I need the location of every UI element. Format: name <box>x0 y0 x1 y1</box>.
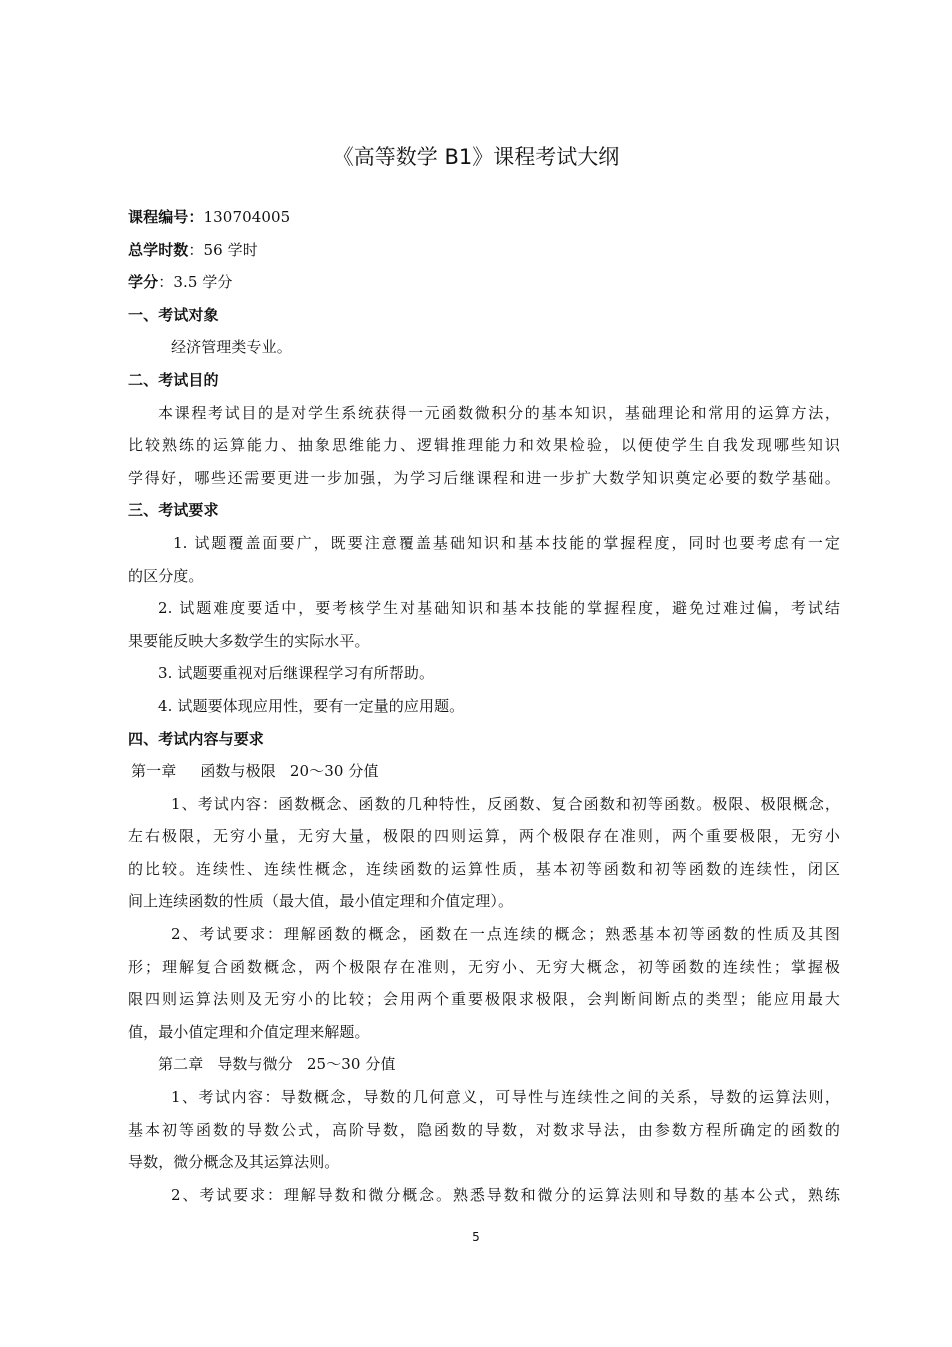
requirement-item-2-line: 果要能反映大多数学生的实际水平。 <box>128 631 370 650</box>
chapter-1-score: 20～30 分值 <box>289 762 379 781</box>
course-code-label: 课程编号： <box>128 208 204 226</box>
chapter-1-heading <box>128 755 840 788</box>
requirement-item-2-line: 2. 试题难度要适中，要考核学生对基础知识和基本技能的掌握程度，避免过难过偏，考试结 <box>158 599 840 618</box>
total-hours-sep: ： <box>188 240 204 259</box>
chapter-2-requirement-line: 2、考试要求：理解导数和微分概念。熟悉导数和微分的运算法则和导数的基本公式，熟练 <box>171 1185 840 1204</box>
credit-label: 学分 <box>128 273 159 292</box>
document-body <box>128 201 840 1211</box>
total-hours-line <box>128 234 840 267</box>
credit-sep: ： <box>158 273 174 292</box>
chapter-1-content-line: 的比较。连续性、连续性概念，连续函数的运算性质，基本初等函数和初等函数的连续性，闭区 <box>128 859 840 878</box>
chapter-1-requirement-line: 2、考试要求：理解函数的概念，函数在一点连续的概念；熟悉基本初等函数的性质及其图 <box>171 925 840 944</box>
chapter-2-content-line: 1、考试内容：导数概念，导数的几何意义，可导性与连续性之间的关系，导数的运算法则， <box>171 1088 840 1107</box>
page-title: 《高等数学 B1》课程考试大纲 <box>332 145 620 169</box>
exam-purpose-line: 学得好，哪些还需要更进一步加强，为学习后继课程和进一步扩大数学知识奠定必要的数学基础。 <box>128 468 840 487</box>
requirement-item-4: 4. 试题要体现应用性，要有一定量的应用题。 <box>158 696 465 715</box>
course-code-line <box>128 201 840 234</box>
section-heading-exam-purpose: 二、考试目的 <box>128 370 219 389</box>
chapter-2-content-line: 导数，微分概念及其运算法则。 <box>128 1153 340 1172</box>
section-heading-exam-target: 一、考试对象 <box>128 305 219 324</box>
total-hours-label: 总学时数 <box>128 240 189 259</box>
chapter-1-requirement-line: 形；理解复合函数概念，两个极限存在准则，无穷小、无穷大概念，初等函数的连续性；掌握极 <box>128 957 840 976</box>
requirement-item-1-line: 1. 试题覆盖面要广，既要注意覆盖基础知识和基本技能的掌握程度，同时也要考虑有一定 <box>173 533 840 552</box>
course-code-value: 130704005 <box>203 208 291 226</box>
exam-purpose-line: 比较熟练的运算能力、抽象思维能力、逻辑推理能力和效果检验，以便使学生自我发现哪些知识 <box>128 436 840 455</box>
page-number: 5 <box>472 1230 480 1244</box>
credit-value: 3.5 学分 <box>173 273 233 292</box>
section-heading-exam-requirements: 三、考试要求 <box>128 501 219 520</box>
chapter-1-name: 函数与极限 <box>200 762 276 781</box>
chapter-2-score: 25～30 分值 <box>306 1055 396 1074</box>
requirement-item-3: 3. 试题要重视对后继课程学习有所帮助。 <box>158 664 435 683</box>
section-heading-exam-content: 四、考试内容与要求 <box>128 729 264 748</box>
chapter-1-content-line: 1、考试内容：函数概念、函数的几种特性，反函数、复合函数和初等函数。极限、极限概念， <box>171 794 840 813</box>
chapter-1-content-line: 左右极限，无穷小量，无穷大量，极限的四则运算，两个极限存在准则，两个重要极限，无穷小 <box>128 827 840 846</box>
exam-purpose-line: 本课程考试目的是对学生系统获得一元函数微积分的基本知识，基础理论和常用的运算方法， <box>158 403 840 422</box>
chapter-2-heading <box>128 1048 840 1081</box>
exam-target-text: 经济管理类专业。 <box>171 338 292 357</box>
chapter-2-name: 导数与微分 <box>217 1055 293 1074</box>
total-hours-value: 56 学时 <box>203 240 258 259</box>
credit-line <box>128 266 840 299</box>
chapter-2-content-line: 基本初等函数的导数公式，高阶导数，隐函数的导数，对数求导法，由参数方程所确定的函数的 <box>128 1120 840 1139</box>
chapter-1-content-line: 间上连续函数的性质（最大值，最小值定理和介值定理）。 <box>128 892 514 911</box>
chapter-1-requirement-line: 限四则运算法则及无穷小的比较；会用两个重要极限求极限，会判断间断点的类型；能应用最大 <box>128 990 840 1009</box>
chapter-1-label: 第一章 <box>131 762 177 781</box>
requirement-item-1-line: 的区分度。 <box>128 566 204 585</box>
chapter-1-requirement-line: 值，最小值定理和介值定理来解题。 <box>128 1022 370 1041</box>
chapter-2-label: 第二章 <box>158 1055 204 1074</box>
